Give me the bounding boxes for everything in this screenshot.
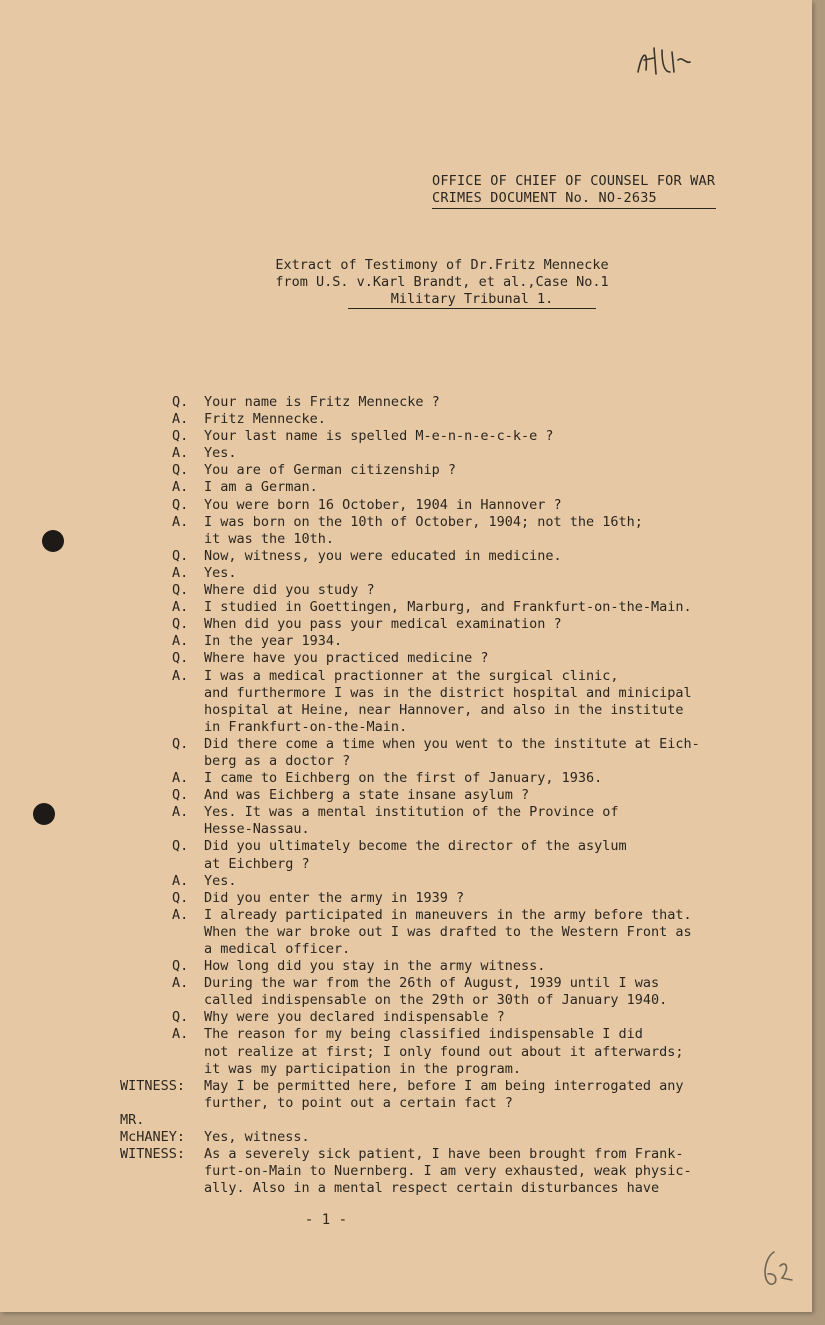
testimony-entry: [120, 1009, 720, 1026]
testimony-entry: [120, 633, 720, 650]
speaker-label-line: A.: [172, 633, 189, 650]
testimony-line: In the year 1934.: [204, 633, 343, 650]
testimony-line: Your last name is spelled M-e-n-n-e-c-k-e ?: [204, 428, 554, 445]
testimony-text: [204, 1146, 692, 1197]
testimony-text: [204, 462, 456, 479]
speaker-label: [120, 1112, 204, 1146]
speaker-label-line: Q.: [172, 650, 189, 667]
testimony-entry: [120, 599, 720, 616]
testimony-line: Now, witness, you were educated in medicine.: [204, 547, 562, 564]
speaker-label: [120, 394, 204, 411]
testimony-entry: [120, 1026, 720, 1077]
testimony-text: [204, 787, 529, 804]
speaker-label-line: A.: [172, 906, 189, 923]
testimony-text: [204, 394, 440, 411]
speaker-label-line: A.: [172, 445, 189, 462]
testimony-entry: [120, 497, 720, 514]
testimony-line: Why were you declared indispensable ?: [204, 1009, 505, 1026]
page-footer: [0, 1212, 812, 1228]
testimony-text: [204, 650, 488, 667]
testimony-line: Fritz Mennecke.: [204, 411, 326, 428]
testimony-line: I studied in Goettingen, Marburg, and Frankfurt-on-the-Main.: [204, 599, 692, 616]
testimony-entry: [120, 770, 720, 787]
testimony-entry: [120, 479, 720, 496]
testimony-text: [204, 1112, 310, 1146]
testimony-line: it was the 10th.: [204, 530, 335, 547]
testimony-text: [204, 599, 692, 616]
testimony-entry: [120, 462, 720, 479]
testimony-line: in Frankfurt-on-the-Main.: [204, 718, 408, 735]
speaker-label: [120, 975, 204, 992]
punch-hole: [33, 803, 55, 825]
testimony-line: I was born on the 10th of October, 1904; not the 16th;: [204, 513, 643, 530]
testimony-text: [204, 975, 667, 1009]
testimony-line: Did there come a time when you went to the institute at Eich-: [204, 735, 700, 752]
testimony-line: I am a German.: [204, 479, 318, 496]
testimony-entry: [120, 1146, 720, 1197]
testimony-line: a medical officer.: [204, 941, 351, 957]
testimony-entry: [120, 787, 720, 804]
speaker-label-line: Q.: [172, 462, 189, 479]
speaker-label: [120, 787, 204, 804]
speaker-label: [120, 668, 204, 685]
speaker-label: [120, 736, 204, 753]
testimony-line: berg as a doctor ?: [204, 752, 351, 769]
testimony-text: [204, 1026, 684, 1077]
speaker-label-line: Q.: [172, 958, 189, 975]
testimony-line: The reason for my being classified indispensable I did: [204, 1026, 643, 1043]
testimony-line: Yes, witness.: [204, 1129, 310, 1146]
speaker-label: [120, 445, 204, 462]
testimony-line: Yes. It was a mental institution of the Province of: [204, 804, 619, 821]
handwritten-initials: [632, 42, 702, 82]
testimony-entry: [120, 804, 720, 838]
speaker-label-line: A.: [172, 770, 189, 787]
speaker-label: [120, 599, 204, 616]
speaker-label: [120, 548, 204, 565]
testimony-line: Did you enter the army in 1939 ?: [204, 889, 465, 906]
extract-heading: [262, 257, 622, 309]
punch-hole: [42, 530, 64, 552]
speaker-label: [120, 873, 204, 890]
testimony-line: I already participated in maneuvers in the army before that.: [204, 906, 692, 923]
testimony-text: [204, 411, 326, 428]
speaker-label: [120, 428, 204, 445]
testimony-entry: [120, 411, 720, 428]
testimony-text: [204, 804, 619, 838]
testimony-line: During the war from the 26th of August, 1939 until I was: [204, 975, 660, 992]
speaker-label-line: Q.: [172, 889, 189, 906]
speaker-label: [120, 1146, 204, 1163]
testimony-text: [204, 907, 692, 958]
testimony-entry: [120, 907, 720, 958]
speaker-label-line: WITNESS:: [120, 1146, 186, 1163]
testimony-text: [204, 736, 700, 770]
testimony-entry: [120, 838, 720, 872]
testimony-entry: [120, 890, 720, 907]
speaker-label: [120, 565, 204, 582]
speaker-label-line: Q.: [172, 394, 189, 410]
speaker-label: [120, 1026, 204, 1043]
testimony-line: further, to point out a certain fact ?: [204, 1094, 513, 1111]
speaker-label-line: A.: [172, 479, 189, 496]
testimony-line: How long did you stay in the army witness.: [204, 958, 546, 975]
office-header-line1: OFFICE OF CHIEF OF COUNSEL FOR WAR: [432, 173, 716, 189]
speaker-label: [120, 582, 204, 599]
testimony-line: Yes.: [204, 564, 237, 581]
testimony-line: it was my participation in the program.: [204, 1060, 521, 1077]
speaker-label: [120, 890, 204, 907]
testimony-entry: [120, 582, 720, 599]
speaker-label-line: A.: [172, 564, 189, 581]
speaker-label-line: Q.: [172, 496, 189, 513]
speaker-label-line: A.: [172, 411, 189, 428]
testimony-line: I was a medical practionner at the surgical clinic,: [204, 667, 619, 684]
testimony-text: [204, 633, 342, 650]
testimony-entry: [120, 428, 720, 445]
testimony-text: [204, 514, 643, 548]
testimony-line: Did you ultimately become the director of the asylum: [204, 838, 627, 855]
speaker-label-line: Q.: [172, 838, 189, 855]
speaker-label-line: Q.: [172, 787, 189, 804]
speaker-label: [120, 770, 204, 787]
speaker-label: [120, 958, 204, 975]
speaker-label-line: MR.: [120, 1111, 145, 1128]
testimony-text: [204, 445, 237, 462]
testimony-line: ally. Also in a mental respect certain disturbances have: [204, 1180, 660, 1197]
testimony-text: [204, 428, 554, 445]
testimony-entry: [120, 958, 720, 975]
speaker-label: [120, 479, 204, 496]
speaker-label: [120, 514, 204, 531]
office-header: [432, 173, 722, 209]
speaker-label: [120, 650, 204, 667]
testimony-text: [204, 497, 562, 514]
testimony-entry: [120, 668, 720, 736]
testimony-text: [204, 873, 237, 890]
speaker-label: [120, 838, 204, 855]
testimony-line: Where did you study ?: [204, 582, 375, 599]
testimony-line: When did you pass your medical examination ?: [204, 616, 562, 633]
testimony-text: [204, 770, 602, 787]
testimony-line: not realize at first; I only found out about it afterwards;: [204, 1043, 684, 1060]
testimony-line: You were born 16 October, 1904 in Hannover ?: [204, 496, 562, 513]
speaker-label-line: A.: [172, 513, 189, 530]
speaker-label-line: A.: [172, 1026, 189, 1043]
testimony-line: As a severely sick patient, I have been brought from Frank-: [204, 1146, 684, 1163]
testimony-entry: [120, 650, 720, 667]
testimony-entry: [120, 565, 720, 582]
speaker-label-line: Q.: [172, 616, 189, 633]
testimony-transcript: [120, 394, 720, 1197]
testimony-text: [204, 582, 375, 599]
extract-line2: from U.S. v.Karl Brandt, et al.,Case No.1: [275, 274, 609, 290]
page-number: - 1 -: [304, 1212, 348, 1228]
testimony-entry: [120, 1078, 720, 1112]
testimony-text: [204, 616, 562, 633]
testimony-line: Where have you practiced medicine ?: [204, 650, 489, 667]
speaker-label: [120, 1078, 204, 1095]
speaker-label-line: A.: [172, 599, 189, 616]
speaker-label-line: Q.: [172, 735, 189, 752]
speaker-label-line: Q.: [172, 1009, 189, 1026]
testimony-line: and furthermore I was in the district hospital and minicipal: [204, 684, 692, 701]
testimony-line: at Eichberg ?: [204, 855, 310, 872]
testimony-line: called indispensable on the 29th or 30th of January 1940.: [204, 992, 668, 1009]
testimony-text: [204, 890, 464, 907]
testimony-entry: [120, 975, 720, 1009]
extract-line1: Extract of Testimony of Dr.Fritz Mennecke: [275, 257, 609, 273]
testimony-line: Yes.: [204, 445, 237, 462]
testimony-line: May I be permitted here, before I am being interrogated any: [204, 1077, 684, 1094]
extract-line3: Military Tribunal 1.: [348, 291, 596, 309]
speaker-label-line: McHANEY:: [120, 1129, 186, 1146]
testimony-line: furt-on-Main to Nuernberg. I am very exhausted, weak physic-: [204, 1163, 692, 1180]
testimony-entry: [120, 445, 720, 462]
handwritten-page-number: [756, 1244, 796, 1294]
speaker-label: [120, 1009, 204, 1026]
testimony-line: You are of German citizenship ?: [204, 462, 456, 479]
speaker-label: [120, 907, 204, 924]
speaker-label: [120, 462, 204, 479]
speaker-label: [120, 497, 204, 514]
speaker-label-line: Q.: [172, 582, 189, 599]
testimony-entry: [120, 616, 720, 633]
testimony-line: [204, 1112, 310, 1129]
speaker-label: [120, 411, 204, 428]
speaker-label-line: A.: [172, 804, 189, 821]
testimony-text: [204, 838, 627, 872]
office-header-line2: CRIMES DOCUMENT No. NO-2635: [432, 190, 716, 209]
testimony-entry: [120, 514, 720, 548]
testimony-entry: [120, 1112, 720, 1146]
testimony-text: [204, 479, 318, 496]
testimony-line: And was Eichberg a state insane asylum ?: [204, 787, 530, 804]
testimony-text: [204, 668, 692, 736]
speaker-label-line: A.: [172, 975, 189, 992]
testimony-text: [204, 1078, 684, 1112]
speaker-label-line: A.: [172, 667, 189, 684]
speaker-label-line: Q.: [172, 428, 189, 445]
testimony-entry: [120, 736, 720, 770]
testimony-line: I came to Eichberg on the first of January, 1936.: [204, 770, 603, 787]
speaker-label-line: A.: [172, 872, 189, 889]
testimony-text: [204, 548, 562, 565]
testimony-line: hospital at Heine, near Hannover, and also in the institute: [204, 701, 684, 718]
testimony-text: [204, 958, 545, 975]
testimony-text: [204, 565, 237, 582]
speaker-label: [120, 633, 204, 650]
speaker-label: [120, 804, 204, 821]
testimony-entry: [120, 548, 720, 565]
testimony-entry: [120, 394, 720, 411]
testimony-line: Yes.: [204, 872, 237, 889]
testimony-text: [204, 1009, 505, 1026]
testimony-line: Hesse-Nassau.: [204, 821, 310, 838]
speaker-label-line: Q.: [172, 547, 189, 564]
speaker-label: [120, 616, 204, 633]
speaker-label-line: WITNESS:: [120, 1077, 186, 1094]
testimony-line: When the war broke out I was drafted to the Western Front as: [204, 923, 692, 940]
testimony-entry: [120, 873, 720, 890]
testimony-line: Your name is Fritz Mennecke ?: [204, 394, 440, 410]
